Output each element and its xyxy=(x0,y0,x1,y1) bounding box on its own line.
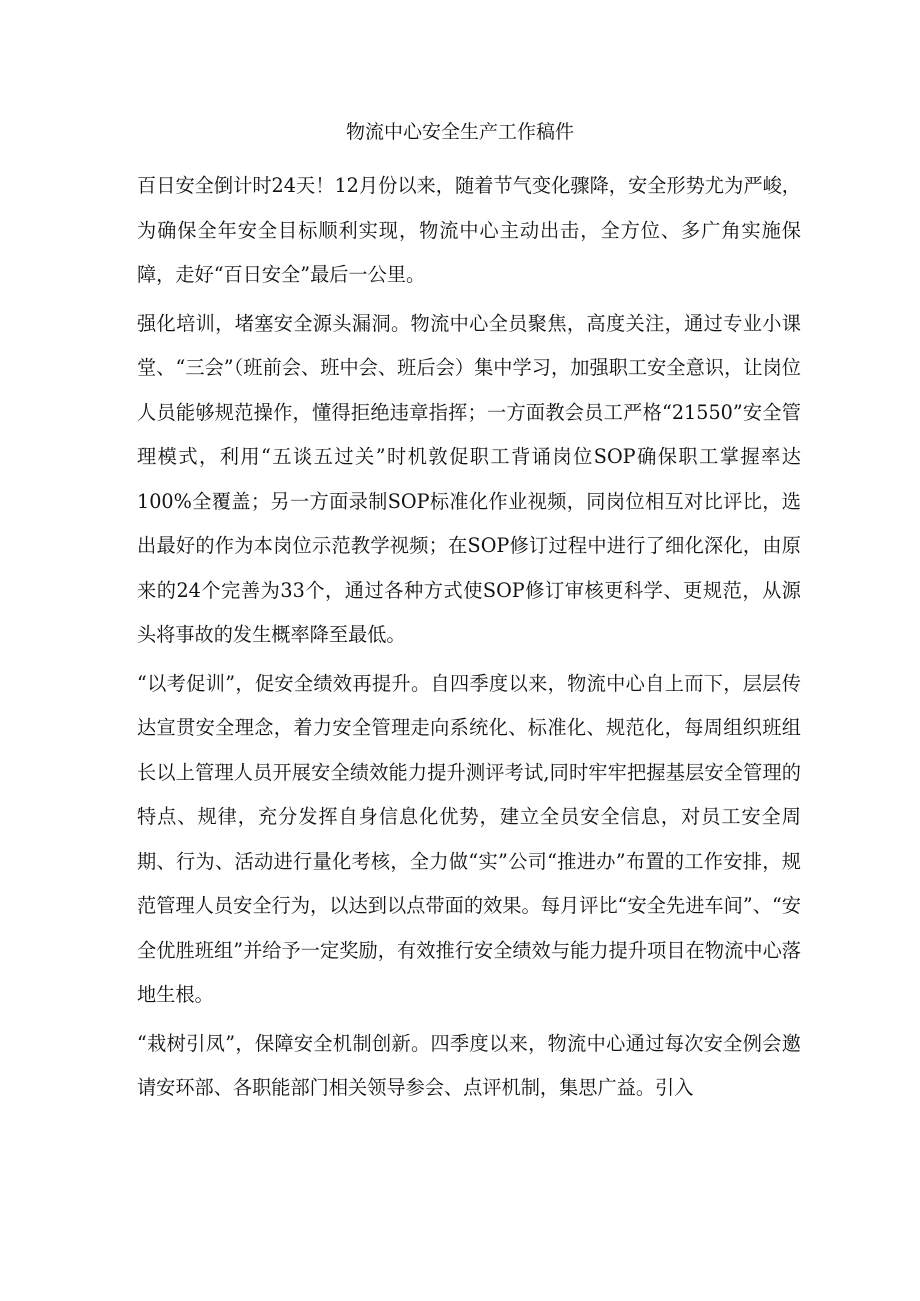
document-title: 物流中心安全生产工作稿件 xyxy=(345,121,574,143)
paragraph-mechanism: “栽树引凤”，保障安全机制创新。四季度以来，物流中心通过每次安全例会邀请安环部、各职能部门相关领导参会、点评机制，集思广益。引入 xyxy=(137,1031,801,1099)
paragraph-assessment: “以考促训”，促安全绩效再提升。自四季度以来，物流中心自上而下，层层传达宣贯安全理念，着力安全管理走向系统化、标准化、规范化，每周组织班组长以上管理人员开展安全绩效能力提升测评考试,同时牢牢把握基层安全管理的特点、规律，充分发挥自身信息化优势，建立全员安全信息，对员工安全周期、行为、活动进行量化考核，全力做“实”公司“推进办”布置的工作安排，规范管理人员安全行为，以达到以点带面的效果。每月评比“安全先进车间”、“安全优胜班组”并给予一定奖励，有效推行安全绩效与能力提升项目在物流中心落地生根。 xyxy=(137,671,801,1006)
paragraph-countdown: 百日安全倒计时24天！12月份以来，随着节气变化骤降，安全形势尤为严峻，为确保全年安全目标顺利实现，物流中心主动出击，全方位、多广角实施保障，走好“百日安全”最后一公里。 xyxy=(137,174,801,286)
document-body xyxy=(137,164,801,1115)
paragraph-training: 强化培训，堵塞安全源头漏洞。物流中心全员聚焦，高度关注，通过专业小课堂、“三会”（班前会、班中会、班后会）集中学习，加强职工安全意识，让岗位人员能够规范操作，懂得拒绝违章指挥；一方面教会员工严格“21550”安全管理模式，利用“五谈五过关”时机敦促职工背诵岗位SOP确保职工掌握率达100%全覆盖；另一方面录制SOP标准化作业视频，同岗位相互对比评比，选出最好的作为本岗位示范教学视频；在SOP修订过程中进行了细化深化，由原来的24个完善为33个，通过各种方式使SOP修订审核更科学、更规范，从源头将事故的发生概率降至最低。 xyxy=(137,311,801,646)
